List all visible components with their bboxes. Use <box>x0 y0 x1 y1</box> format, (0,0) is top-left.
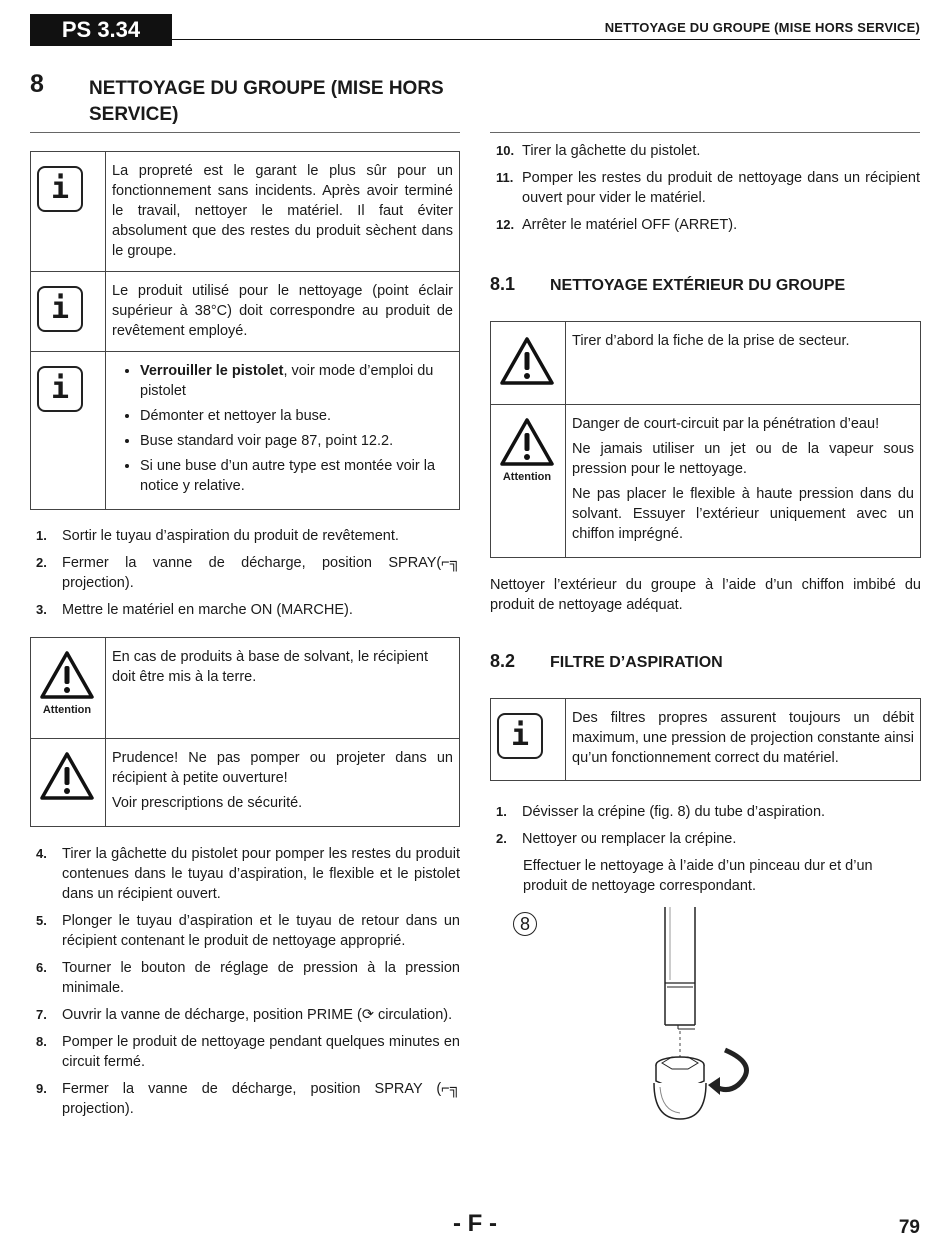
paragraph: Nettoyer l’extérieur du groupe à l’aide d’un chiffon imbibé du produit de nettoyage adéquat. <box>490 577 921 613</box>
steps-list-b <box>30 844 460 1126</box>
warning-line: Ne pas placer le flexible à haute pression dans du solvant. Essuyer l’extérieur uniquement avec un chiffon imprégné. <box>572 486 914 542</box>
warning-box <box>31 739 460 827</box>
info-icon: i <box>37 366 83 412</box>
figure-label: 8 <box>513 912 537 936</box>
info-icon: i <box>37 286 83 332</box>
list-item: 2. Fermer la vanne de décharge, position SPRAY(⌐╗ projection). <box>36 555 460 591</box>
section-rule <box>30 132 460 133</box>
list-item: 12. Arrêter le matériel OFF (ARRET). <box>496 217 738 233</box>
language-code: - F - <box>453 1210 497 1237</box>
bullet-list <box>112 361 453 496</box>
bullet-text: , voir mode d’emploi du pistolet <box>140 363 434 399</box>
bullet-text: Démonter et nettoyer la buse. <box>140 408 332 424</box>
warning-icon <box>499 417 555 467</box>
list-item: 11. Pomper les restes du produit de nettoyage dans un récipient ouvert pour vider le matériel. <box>496 170 920 206</box>
list-item: 8. Pomper le produit de nettoyage pendant quelques minutes en circuit fermé. <box>36 1034 460 1070</box>
info-box <box>31 352 460 510</box>
warning-icon <box>39 650 95 700</box>
warning-box <box>31 638 460 739</box>
info-text: La propreté est le garant le plus sûr pour un fonctionnement sans incidents. Après avoir terminé le travail, nettoyer le matériel. Il faut éviter absolument que des restes du produit sèchent dans le groupe. <box>106 152 460 272</box>
warning-table <box>30 637 460 827</box>
subsection-title: NETTOYAGE EXTÉRIEUR DU GROUPE <box>550 277 846 294</box>
subsection-title: FILTRE D’ASPIRATION <box>550 654 723 671</box>
warning-line: Prudence! Ne pas pomper ou projeter dans un récipient à petite ouverture! <box>112 750 453 786</box>
list-item: 5. Plonger le tuyau d’aspiration et le tuyau de retour dans un récipient contenant le produit de nettoyage approprié. <box>36 913 460 949</box>
section-number: 8 <box>30 70 44 98</box>
info-icon: i <box>37 166 83 212</box>
column-rule <box>490 132 920 133</box>
warning-line: Danger de court-circuit par la pénétration d’eau! <box>572 416 880 432</box>
section-title: NETTOYAGE DU GROUPE (MISE HORS SERVICE) <box>89 78 444 125</box>
strainer-figure <box>620 905 760 1125</box>
bullet-text: Si une buse d’un autre type est montée voir la notice y relative. <box>140 458 436 494</box>
info-box <box>491 699 921 781</box>
warning-box <box>491 322 921 405</box>
warning-text: En cas de produits à base de solvant, le récipient doit être mis à la terre. <box>106 638 460 739</box>
warning-line: Voir prescriptions de sécurité. <box>112 795 303 811</box>
bullet-item <box>140 456 453 496</box>
steps-list-d <box>490 802 920 853</box>
list-item: 2. Nettoyer ou remplacer la crépine. <box>496 831 737 847</box>
warning-caption: Attention <box>502 471 552 483</box>
page-number: 79 <box>898 1217 920 1238</box>
info-table <box>30 151 460 510</box>
info-table <box>490 698 921 781</box>
list-item: 3. Mettre le matériel en marche ON (MARCHE). <box>36 602 353 618</box>
model-tab: PS 3.34 <box>30 14 172 46</box>
warning-text: Tirer d’abord la fiche de la prise de secteur. <box>566 322 921 405</box>
warning-table <box>490 321 921 558</box>
list-item: 1. Dévisser la crépine (fig. 8) du tube d’aspiration. <box>496 804 826 820</box>
warning-caption: Attention <box>42 704 92 716</box>
info-box <box>31 272 460 352</box>
list-item: 7. Ouvrir la vanne de décharge, position PRIME (⟳ circulation). <box>36 1007 453 1023</box>
info-icon: i <box>497 713 543 759</box>
note: Effectuer le nettoyage à l’aide d’un pinceau dur et d’un produit de nettoyage correspondant. <box>523 858 873 894</box>
list-item: 1. Sortir le tuyau d’aspiration du produit de revêtement. <box>36 528 399 544</box>
bullet-item <box>140 361 453 401</box>
warning-line: Ne jamais utiliser un jet ou de la vapeur sous pression pour le nettoyage. <box>572 441 914 477</box>
bullet-bold: Verrouiller le pistolet <box>140 363 284 379</box>
warning-box <box>491 405 921 558</box>
steps-list-c <box>490 141 920 242</box>
info-box <box>31 152 460 272</box>
running-title: NETTOYAGE DU GROUPE (MISE HORS SERVICE) <box>604 20 920 35</box>
list-item: 9. Fermer la vanne de décharge, position SPRAY (⌐╗ projection). <box>36 1081 460 1117</box>
bullet-text: Buse standard voir page 87, point 12.2. <box>140 433 394 449</box>
list-item: 4. Tirer la gâchette du pistolet pour pomper les restes du produit contenues dans le tuyau d’aspiration, le flexible et le pistolet dans un récipient ouvert. <box>36 846 460 902</box>
list-item: 10. Tirer la gâchette du pistolet. <box>496 143 701 159</box>
subsection-number: 8.2 <box>490 651 516 671</box>
warning-icon <box>39 751 95 801</box>
subsection-number: 8.1 <box>490 274 516 294</box>
warning-icon <box>499 336 555 386</box>
steps-list-a <box>30 526 460 627</box>
list-item: 6. Tourner le bouton de réglage de pression à la pression minimale. <box>36 960 460 996</box>
bullet-item <box>140 431 453 451</box>
bullet-item <box>140 406 453 426</box>
info-text: Des filtres propres assurent toujours un débit maximum, une pression de projection constante ainsi qu’un fonctionnement correct du matériel. <box>566 699 921 781</box>
info-text: Le produit utilisé pour le nettoyage (point éclair supérieur à 38°C) doit correspondre au produit de revêtement employé. <box>106 272 460 352</box>
header-rule <box>172 39 920 40</box>
